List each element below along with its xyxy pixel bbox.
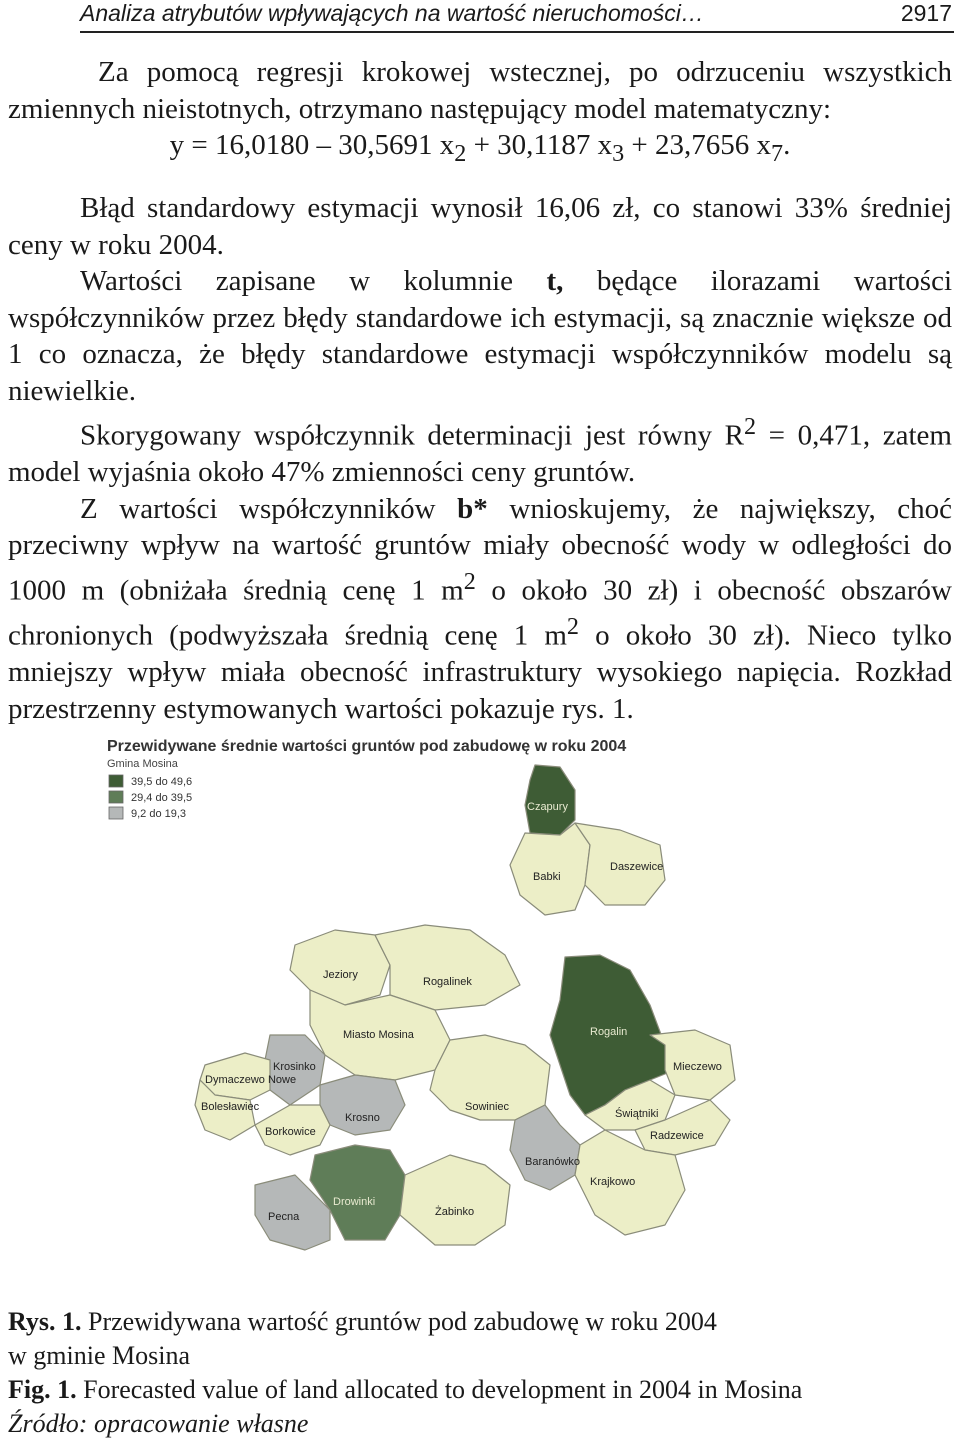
running-title: Analiza atrybutów wpływających na wartość nieruchomości… [80, 0, 704, 26]
legend-label-high: 39,5 do 49,6 [131, 776, 193, 788]
paragraph-5: Z wartości współczynników b* wnioskujemy, że największy, choć przeciwny wpływ na wartość gruntów miały obecność wody w odległości do 1000 m (obniżała średnią cenę 1 $m^2$ o około 30 zł) i obecność obszarów chronionych (podwyższała średnią cenę 1 $m^2$ o około 30 zł). Nieco tylko mniejszy wpływ miała obecność infrastruktury wysokiego napięcia. Rozkład przestrzenny estymowanych wartości pokazuje rys. 1. [8, 492, 953, 725]
label-krosno: Krosno [345, 1112, 380, 1124]
regression-formula: y = 16,0180 – 30,5691 $x_2 + 30,1187$ $x_3 + 23,7656$ $x_7$. [169, 129, 791, 167]
legend-swatch-mid [109, 791, 123, 803]
page-number: 2917 [900, 0, 952, 26]
header-rule [80, 31, 954, 33]
caption-polish: Rys. 1. Przewidywana wartość gruntów pod zabudowę w roku 2004 [8, 1307, 717, 1336]
label-baranowko: Baranówko [525, 1156, 581, 1168]
caption-english: Fig. 1. Forecasted value of land allocated to development in 2004 in Mosina [8, 1375, 803, 1404]
label-drowinki: Drowinki [333, 1196, 376, 1208]
legend-label-low: 9,2 do 19,3 [131, 808, 187, 820]
body-text [8, 54, 952, 727]
legend-swatch-high [109, 775, 123, 787]
map-legend [109, 775, 192, 820]
region-jeziory [290, 930, 390, 1005]
label-sowiniec: Sowiniec [465, 1101, 510, 1113]
paragraph-4: Skorygowany współczynnik determinacji jest równy $R^2 = 0,471$, zatem model wyjaśnia około 47% zmienności ceny gruntów. [8, 413, 952, 489]
map-title: Przewidywane średnie wartości gruntów pod zabudowę w roku 2004 [107, 738, 627, 755]
label-babki: Babki [533, 871, 561, 883]
region-baranowko [510, 1105, 580, 1190]
caption-source: Źródło: opracowanie własne [8, 1409, 309, 1438]
label-miasto-mosina: Miasto Mosina [343, 1029, 414, 1041]
label-czapury: Czapury [527, 801, 568, 813]
region-krosno [320, 1075, 405, 1135]
label-krosinko: Krosinko [273, 1061, 316, 1073]
region-czapury [525, 765, 575, 835]
map-subtitle: Gmina Mosina [107, 758, 178, 770]
label-dymaczewo: Dymaczewo Nowe [205, 1074, 297, 1086]
label-pecna: Pecna [268, 1211, 300, 1223]
label-jeziory: Jeziory [323, 969, 358, 981]
label-krajkowo: Krajkowo [590, 1176, 636, 1188]
caption-polish-line2: w gminie Mosina [8, 1341, 190, 1370]
figure-map [105, 735, 745, 1285]
region-babki [510, 823, 590, 915]
mosina-map [105, 735, 745, 1285]
label-rogalinek: Rogalinek [423, 976, 472, 988]
running-header [0, 0, 960, 34]
label-mieczewo: Mieczewo [673, 1061, 722, 1073]
label-swiatniki: Świątniki [615, 1108, 659, 1120]
label-boleslawiec: Bolesławiec [201, 1101, 260, 1113]
label-rogalin: Rogalin [590, 1026, 628, 1038]
label-daszewice: Daszewice [610, 861, 664, 873]
label-borkowice: Borkowice [265, 1126, 316, 1138]
legend-label-mid: 29,4 do 39,5 [131, 792, 193, 804]
figure-caption [8, 1305, 952, 1441]
label-zabinko: Żabinko [435, 1206, 475, 1218]
paragraph-2: Błąd standardowy estymacji wynosił 16,06 zł, co stanowi 33% średniej ceny w roku 2004. [8, 192, 952, 261]
region-zabinko [400, 1155, 510, 1245]
label-radzewice: Radzewice [650, 1130, 704, 1142]
legend-swatch-low [109, 807, 123, 819]
paragraph-3: Wartości zapisane w kolumnie t, będące ilorazami wartości współczynników przez błędy standardowe ich estymacji, są znacznie większe od 1 co oznacza, że błędy standardowe estymacji współczynników modelu są niewielkie. [8, 265, 952, 407]
paragraph-1: Za pomocą regresji krokowej wstecznej, po odrzuceniu wszystkich zmiennych nieistotnych, otrzymano następujący model matematyczny: [8, 56, 952, 125]
